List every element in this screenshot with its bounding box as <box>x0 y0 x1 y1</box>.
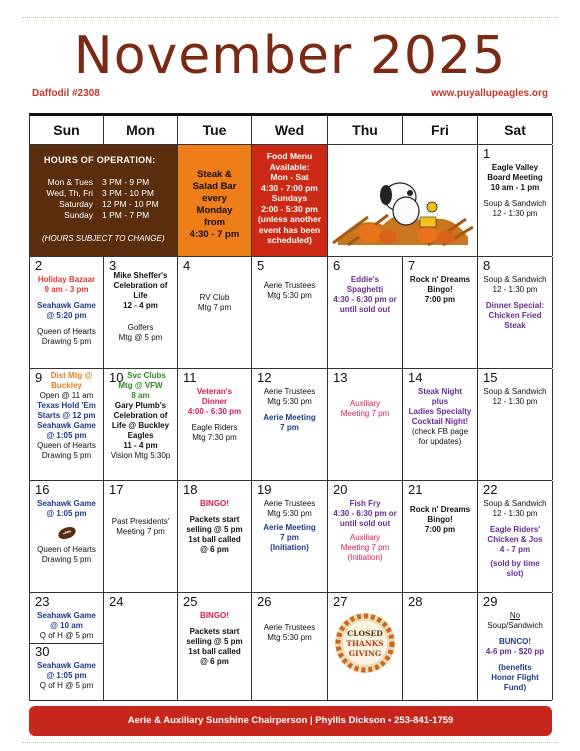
hours-row: Sunday 1 PM - 7 PM <box>64 210 150 220</box>
day-cell-2[interactable]: 2 Holiday Bazaar 9 am - 3 pm Seahawk Game @ 5:20 pm Queen of Hearts Drawing 5 pm <box>30 257 104 368</box>
day-cell-21[interactable]: 21 Rock n' Dreams Bingo! 7:00 pm <box>403 481 478 592</box>
hours-row: Saturday 12 PM - 10 PM <box>58 199 159 209</box>
week-5 <box>30 593 552 701</box>
top-dotted-rule <box>22 17 558 18</box>
football-icon <box>56 525 78 541</box>
day-cell-1[interactable]: 1 Eagle Valley Board Meeting 10 am - 1 pm Soup & Sandwich 12 - 1:30 pm <box>478 145 553 256</box>
day-cell-28[interactable]: 28 <box>403 593 478 700</box>
weekday-sun: Sun <box>30 116 104 144</box>
day-cell-22[interactable]: 22 Soup & Sandwich 12 - 1:30 pm Eagle Riders' Chicken & Jos 4 - 7 pm (sold by time slot) <box>478 481 553 592</box>
day-cell-23-30[interactable] <box>30 593 104 700</box>
day-cell-6[interactable]: 6 Eddie's Spaghetti 4:30 - 6:30 pm or until sold out <box>328 257 403 368</box>
day-cell-12[interactable]: 12 Aerie Trustees Mtg 5:30 pm Aerie Meeting 7 pm <box>252 369 328 480</box>
day-cell-30[interactable]: 30 Seahawk Game @ 1:05 pm Q of H @ 5 pm <box>35 644 96 690</box>
svg-text:GIVING: GIVING <box>348 649 382 658</box>
weekday-sat: Sat <box>478 116 553 144</box>
week-1 <box>30 145 552 257</box>
hours-row: Wed, Th, Fri 3 PM - 10 PM <box>46 188 154 198</box>
hours-row: Mon & Tues 3 PM - 9 PM <box>47 177 150 187</box>
day-cell-5[interactable]: 5 Aerie Trustees Mtg 5:30 pm <box>252 257 328 368</box>
week-2 <box>30 257 552 369</box>
day-cell-3[interactable]: 3 Mike Sheffer's Celebration of Life 12 - 4 pm Golfers Mtg @ 5 pm <box>104 257 178 368</box>
weekday-fri: Fri <box>403 116 478 144</box>
day-cell-29[interactable]: 29 No Soup/Sandwich BUNCO! 4-6 pm - $20 pp (benefits Honor Flight Fund) <box>478 593 553 700</box>
website-link[interactable]: www.puyallupeagles.org <box>431 88 548 99</box>
day-cell-4[interactable]: 4 RV Club Mtg 7 pm <box>178 257 252 368</box>
day-cell-19[interactable]: 19 Aerie Trustees Mtg 5:30 pm Aerie Meeting 7 pm (Initiation) <box>252 481 328 592</box>
day-cell-7[interactable]: 7 Rock n' Dreams Bingo! 7:00 pm <box>403 257 478 368</box>
page-title: November 2025 <box>73 26 507 86</box>
lodge-name: Daffodil #2308 <box>32 88 100 99</box>
day-cell-24[interactable]: 24 <box>104 593 178 700</box>
day-cell-18[interactable]: 18 BINGO! Packets start selling @ 5 pm 1st ball called @ 6 pm <box>178 481 252 592</box>
day-cell-25[interactable]: 25 BINGO! Packets start selling @ 5 pm 1st ball called @ 6 pm <box>178 593 252 700</box>
day-cell-13[interactable]: 13 Auxiliary Meeting 7 pm <box>328 369 403 480</box>
svg-text:CLOSED: CLOSED <box>347 629 383 638</box>
day-cell-11[interactable]: 11 Veteran's Dinner 4:00 - 6:30 pm Eagle Riders Mtg 7:30 pm <box>178 369 252 480</box>
calendar-grid <box>29 113 552 701</box>
day-cell-9[interactable]: 9 Dist Mtg @ Buckley Open @ 11 am Texas Hold 'Em Starts @ 12 pm Seahawk Game @ 1:05 pm Queen of Hearts Drawing 5 pm <box>30 369 104 480</box>
day-cell-10[interactable]: 10 Svc Clubs Mtg @ VFW 8 am Gary Plumb's Celebration of Life @ Buckley Eagles 11 - 4 pm Vision Mtg 5:30p <box>104 369 178 480</box>
hours-note: (HOURS SUBJECT TO CHANGE) <box>42 234 165 243</box>
day-cell-16[interactable]: 16 Seahawk Game @ 1:05 pm Queen of Hearts Drawing 5 pm <box>30 481 104 592</box>
day-cell-15[interactable]: 15 Soup & Sandwich 12 - 1:30 pm <box>478 369 553 480</box>
food-menu-notice: Food Menu Available: Mon - Sat 4:30 - 7:00 pm Sundays 2:00 - 5:30 pm (unless another event has been scheduled) <box>252 145 328 256</box>
week-4 <box>30 481 552 593</box>
split-divider <box>30 643 103 644</box>
day-cell-27[interactable]: 27 CLOSED THANKS GIVING <box>328 593 403 700</box>
weekday-tue: Tue <box>178 116 252 144</box>
day-cell-26[interactable]: 26 Aerie Trustees Mtg 5:30 pm <box>252 593 328 700</box>
svg-text:THANKS: THANKS <box>346 639 384 648</box>
day-cell-8[interactable]: 8 Soup & Sandwich 12 - 1:30 pm Dinner Special: Chicken Fried Steak <box>478 257 553 368</box>
day-cell-23[interactable]: 23 Seahawk Game @ 10 am Q of H @ 5 pm <box>35 594 96 640</box>
footer-banner: Aerie & Auxiliary Sunshine Chairperson | Phyllis Dickson • 253-841-1759 <box>29 706 552 736</box>
snoopy-harvest-icon <box>328 145 478 255</box>
autumn-illustration <box>328 145 478 256</box>
weekday-mon: Mon <box>104 116 178 144</box>
week-3 <box>30 369 552 481</box>
weekday-thu: Thu <box>328 116 403 144</box>
closed-thanksgiving-wreath-icon <box>333 611 397 675</box>
weekday-header <box>30 116 552 145</box>
hours-of-operation <box>30 145 178 256</box>
day-cell-14[interactable]: 14 Steak Night plus Ladies Specialty Cocktail Night! (check FB page for updates) <box>403 369 478 480</box>
weekday-wed: Wed <box>252 116 328 144</box>
day-cell-20[interactable]: 20 Fish Fry 4:30 - 6:30 pm or until sold out Auxiliary Meeting 7 pm (Initiation) <box>328 481 403 592</box>
day-cell-17[interactable]: 17 Past Presidents' Meeting 7 pm <box>104 481 178 592</box>
bottom-dotted-rule <box>22 742 558 743</box>
steak-salad-bar-notice: Steak & Salad Bar every Monday from 4:30 - 7 pm <box>178 145 252 256</box>
hours-title: HOURS OF OPERATION: <box>44 155 156 165</box>
